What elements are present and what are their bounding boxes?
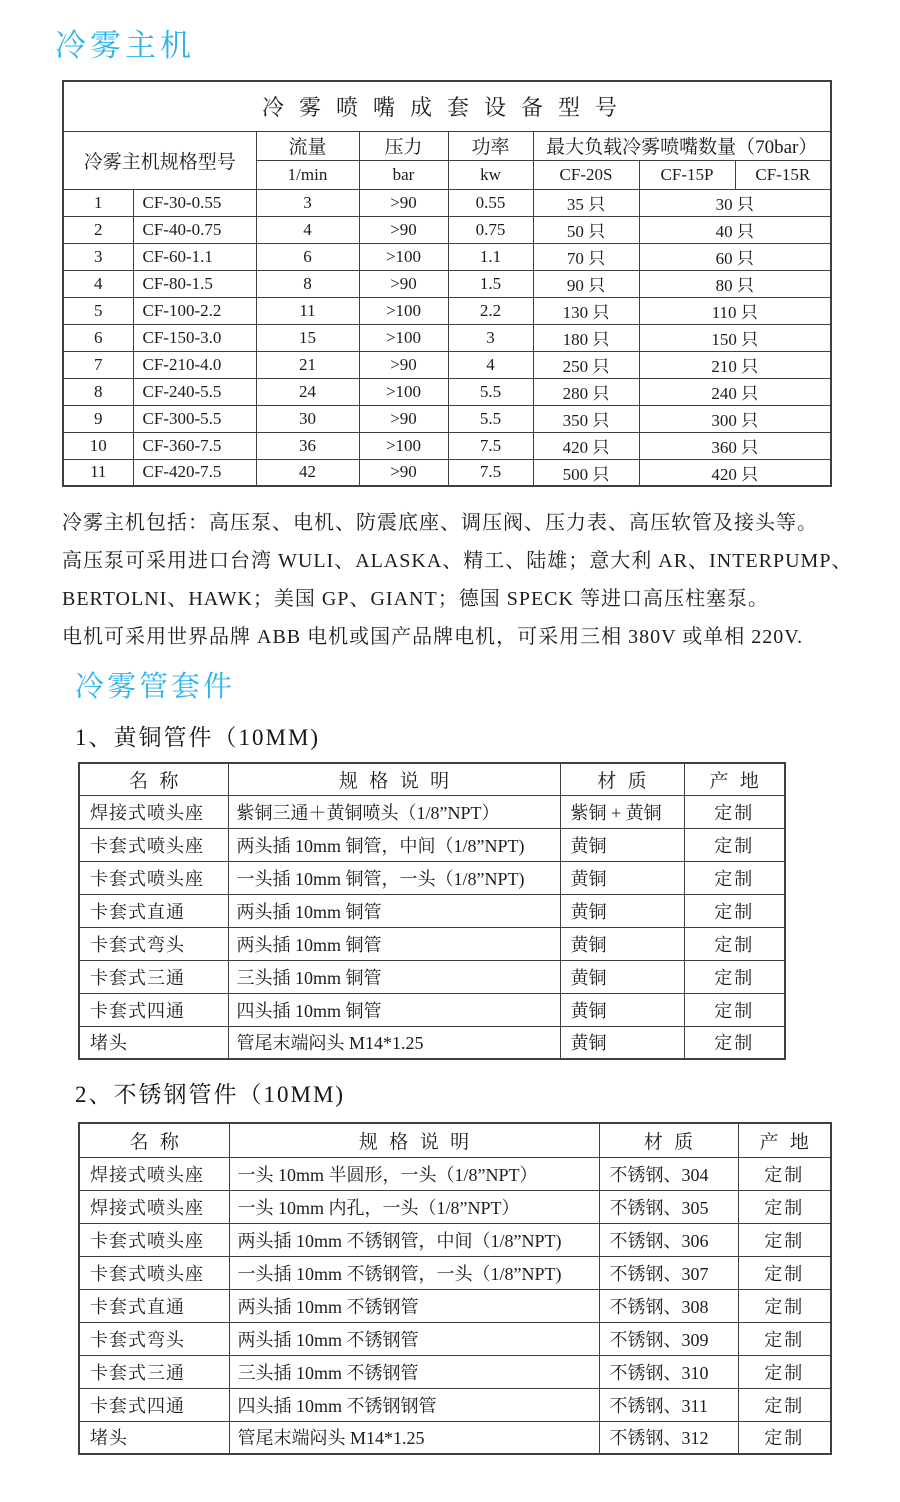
- cell-cf15-qty: 110 只: [639, 297, 831, 324]
- host-table-header-row-1: [63, 131, 831, 160]
- cell-spec-description: 两头插 10mm 铜管: [228, 927, 560, 960]
- cell-pressure: >90: [359, 189, 448, 216]
- cell-row-number: 10: [63, 432, 133, 459]
- cell-cf15-qty: 240 只: [639, 378, 831, 405]
- steel-table-row: [79, 1388, 831, 1421]
- brass-table-row: [79, 795, 785, 828]
- cell-cf20s-qty: 500 只: [533, 459, 639, 486]
- cell-part-name: 卡套式喷头座: [79, 828, 228, 861]
- col-unit-power: kw: [448, 160, 533, 189]
- cell-part-name: 堵头: [79, 1421, 229, 1454]
- cell-pressure: >90: [359, 270, 448, 297]
- cell-cf15-qty: 150 只: [639, 324, 831, 351]
- cell-origin: 定制: [684, 861, 785, 894]
- steel-table-row: [79, 1190, 831, 1223]
- cell-cf15-qty: 80 只: [639, 270, 831, 297]
- cell-row-number: 5: [63, 297, 133, 324]
- steel-table-row: [79, 1322, 831, 1355]
- cell-spec-description: 两头插 10mm 铜管，中间（1/8”NPT): [228, 828, 560, 861]
- cell-cf15-qty: 300 只: [639, 405, 831, 432]
- cell-cf15-qty: 30 只: [639, 189, 831, 216]
- cell-part-name: 卡套式三通: [79, 1355, 229, 1388]
- cell-row-number: 11: [63, 459, 133, 486]
- cell-material: 黄铜: [560, 927, 684, 960]
- cell-spec-description: 一头插 10mm 铜管，一头（1/8”NPT): [228, 861, 560, 894]
- cell-spec-description: 三头插 10mm 铜管: [228, 960, 560, 993]
- description-line: BERTOLNI、HAWK；美国 GP、GIANT；德国 SPECK 等进口高压柱塞泵。: [62, 588, 769, 610]
- cell-pressure: >100: [359, 243, 448, 270]
- cell-material: 不锈钢、309: [599, 1322, 738, 1355]
- cell-spec-description: 两头插 10mm 不锈钢管: [229, 1289, 599, 1322]
- col-header-origin: 产地: [684, 763, 785, 795]
- cell-cf15-qty: 210 只: [639, 351, 831, 378]
- cell-cf20s-qty: 35 只: [533, 189, 639, 216]
- cell-model: CF-360-7.5: [133, 432, 256, 459]
- cell-row-number: 4: [63, 270, 133, 297]
- cell-power: 3: [448, 324, 533, 351]
- cell-flow: 4: [256, 216, 359, 243]
- cell-flow: 36: [256, 432, 359, 459]
- col-header-power: 功率: [448, 131, 533, 160]
- cell-model: CF-80-1.5: [133, 270, 256, 297]
- brass-fittings-table: [78, 762, 786, 1060]
- cell-spec-description: 四头插 10mm 不锈钢钢管: [229, 1388, 599, 1421]
- cell-material: 黄铜: [560, 861, 684, 894]
- cell-material: 不锈钢、304: [599, 1157, 738, 1190]
- cell-row-number: 7: [63, 351, 133, 378]
- cell-spec-description: 一头 10mm 内孔，一头（1/8”NPT）: [229, 1190, 599, 1223]
- cell-cf20s-qty: 420 只: [533, 432, 639, 459]
- cell-origin: 定制: [738, 1223, 831, 1256]
- cell-spec-description: 两头插 10mm 不锈钢管: [229, 1322, 599, 1355]
- cell-power: 7.5: [448, 432, 533, 459]
- cell-cf15-qty: 60 只: [639, 243, 831, 270]
- cell-material: 不锈钢、310: [599, 1355, 738, 1388]
- description-line: 电机可采用世界品牌 ABB 电机或国产品牌电机，可采用三相 380V 或单相 220V.: [62, 626, 804, 648]
- cell-flow: 11: [256, 297, 359, 324]
- host-table-row: [63, 351, 831, 378]
- cell-part-name: 卡套式喷头座: [79, 861, 228, 894]
- cell-spec-description: 两头插 10mm 不锈钢管，中间（1/8”NPT): [229, 1223, 599, 1256]
- cell-part-name: 卡套式喷头座: [79, 1223, 229, 1256]
- cell-row-number: 2: [63, 216, 133, 243]
- steel-fittings-table: [78, 1122, 832, 1455]
- host-table-title: 冷雾喷嘴成套设备型号: [63, 81, 831, 131]
- cell-flow: 6: [256, 243, 359, 270]
- cell-model: CF-300-5.5: [133, 405, 256, 432]
- cell-material: 黄铜: [560, 828, 684, 861]
- col-header-max-load: 最大负载冷雾喷嘴数量（70bar）: [533, 131, 831, 160]
- host-table-row: [63, 243, 831, 270]
- cell-power: 4: [448, 351, 533, 378]
- cell-cf20s-qty: 50 只: [533, 216, 639, 243]
- col-header-spec: 冷雾主机规格型号: [63, 131, 256, 189]
- cell-pressure: >100: [359, 432, 448, 459]
- cell-cf15-qty: 420 只: [639, 459, 831, 486]
- cell-power: 0.75: [448, 216, 533, 243]
- host-table-row: [63, 324, 831, 351]
- cell-part-name: 卡套式直通: [79, 894, 228, 927]
- cell-material: 不锈钢、306: [599, 1223, 738, 1256]
- steel-table-row: [79, 1157, 831, 1190]
- cell-power: 1.1: [448, 243, 533, 270]
- cell-row-number: 1: [63, 189, 133, 216]
- cell-spec-description: 三头插 10mm 不锈钢管: [229, 1355, 599, 1388]
- cell-pressure: >100: [359, 378, 448, 405]
- cell-spec-description: 一头 10mm 半圆形，一头（1/8”NPT）: [229, 1157, 599, 1190]
- cell-cf20s-qty: 90 只: [533, 270, 639, 297]
- col-header-name: 名称: [79, 1123, 229, 1157]
- cell-flow: 42: [256, 459, 359, 486]
- cell-part-name: 卡套式三通: [79, 960, 228, 993]
- cell-flow: 8: [256, 270, 359, 297]
- cell-part-name: 卡套式喷头座: [79, 1256, 229, 1289]
- cell-flow: 21: [256, 351, 359, 378]
- cell-power: 0.55: [448, 189, 533, 216]
- brass-table-row: [79, 927, 785, 960]
- cell-material: 紫铜 + 黄铜: [560, 795, 684, 828]
- host-table-row: [63, 459, 831, 486]
- host-spec-table: [62, 80, 832, 487]
- cell-origin: 定制: [738, 1289, 831, 1322]
- brass-table-row: [79, 960, 785, 993]
- cell-spec-description: 管尾末端闷头 M14*1.25: [228, 1026, 560, 1059]
- cell-flow: 3: [256, 189, 359, 216]
- host-table-row: [63, 216, 831, 243]
- col-header-material: 材质: [599, 1123, 738, 1157]
- cell-model: CF-100-2.2: [133, 297, 256, 324]
- cell-cf15-qty: 40 只: [639, 216, 831, 243]
- cell-origin: 定制: [738, 1157, 831, 1190]
- brass-table-row: [79, 828, 785, 861]
- cell-model: CF-210-4.0: [133, 351, 256, 378]
- cell-pressure: >100: [359, 324, 448, 351]
- host-table-row: [63, 189, 831, 216]
- cell-cf20s-qty: 350 只: [533, 405, 639, 432]
- cell-origin: 定制: [684, 828, 785, 861]
- cell-model: CF-60-1.1: [133, 243, 256, 270]
- cell-origin: 定制: [684, 795, 785, 828]
- cell-cf15-qty: 360 只: [639, 432, 831, 459]
- cell-model: CF-40-0.75: [133, 216, 256, 243]
- cell-pressure: >90: [359, 459, 448, 486]
- cell-model: CF-420-7.5: [133, 459, 256, 486]
- cell-origin: 定制: [684, 960, 785, 993]
- cell-origin: 定制: [684, 1026, 785, 1059]
- cell-material: 不锈钢、307: [599, 1256, 738, 1289]
- subsection-brass: 1、黄铜管件（10MM): [75, 725, 321, 750]
- subsection-steel: 2、不锈钢管件（10MM): [75, 1082, 346, 1107]
- cell-spec-description: 四头插 10mm 铜管: [228, 993, 560, 1026]
- cell-part-name: 卡套式直通: [79, 1289, 229, 1322]
- col-unit-flow: 1/min: [256, 160, 359, 189]
- cell-spec-description: 两头插 10mm 铜管: [228, 894, 560, 927]
- host-description: [62, 504, 872, 656]
- cell-spec-description: 紫铜三通＋黄铜喷头（1/8”NPT）: [228, 795, 560, 828]
- col-header-spec-desc: 规格说明: [228, 763, 560, 795]
- cell-origin: 定制: [684, 993, 785, 1026]
- cell-part-name: 卡套式弯头: [79, 1322, 229, 1355]
- cell-part-name: 卡套式弯头: [79, 927, 228, 960]
- description-line: 冷雾主机包括：高压泵、电机、防震底座、调压阀、压力表、高压软管及接头等。: [62, 512, 818, 534]
- cell-model: CF-240-5.5: [133, 378, 256, 405]
- description-line: 高压泵可采用进口台湾 WULI、ALASKA、精工、陆雄；意大利 AR、INTERPUMP、: [62, 550, 853, 572]
- brass-table-header-row: [79, 763, 785, 795]
- cell-row-number: 9: [63, 405, 133, 432]
- cell-part-name: 卡套式四通: [79, 1388, 229, 1421]
- cell-material: 黄铜: [560, 894, 684, 927]
- steel-table-row: [79, 1355, 831, 1388]
- steel-table-row: [79, 1289, 831, 1322]
- cell-row-number: 8: [63, 378, 133, 405]
- col-header-name: 名称: [79, 763, 228, 795]
- cell-power: 5.5: [448, 405, 533, 432]
- section-heading-pipes: 冷雾管套件: [75, 671, 236, 703]
- host-table-row: [63, 405, 831, 432]
- col-header-material: 材质: [560, 763, 684, 795]
- cell-material: 黄铜: [560, 960, 684, 993]
- cell-spec-description: 一头插 10mm 不锈钢管，一头（1/8”NPT): [229, 1256, 599, 1289]
- cell-cf20s-qty: 70 只: [533, 243, 639, 270]
- cell-pressure: >90: [359, 405, 448, 432]
- cell-material: 不锈钢、305: [599, 1190, 738, 1223]
- host-table-row: [63, 297, 831, 324]
- cell-origin: 定制: [738, 1256, 831, 1289]
- cell-part-name: 卡套式四通: [79, 993, 228, 1026]
- col-header-origin: 产地: [738, 1123, 831, 1157]
- col-header-cf20s: CF-20S: [533, 160, 639, 189]
- cell-power: 7.5: [448, 459, 533, 486]
- cell-origin: 定制: [738, 1322, 831, 1355]
- cell-model: CF-30-0.55: [133, 189, 256, 216]
- col-header-cf15r: CF-15R: [735, 160, 831, 189]
- host-table-row: [63, 432, 831, 459]
- cell-cf20s-qty: 130 只: [533, 297, 639, 324]
- cell-material: 不锈钢、308: [599, 1289, 738, 1322]
- steel-table-row: [79, 1256, 831, 1289]
- cell-part-name: 堵头: [79, 1026, 228, 1059]
- steel-table-header-row: [79, 1123, 831, 1157]
- cell-row-number: 6: [63, 324, 133, 351]
- cell-flow: 15: [256, 324, 359, 351]
- brass-table-row: [79, 894, 785, 927]
- cell-part-name: 焊接式喷头座: [79, 1190, 229, 1223]
- cell-power: 2.2: [448, 297, 533, 324]
- section-heading-host: 冷雾主机: [55, 28, 195, 63]
- cell-material: 黄铜: [560, 993, 684, 1026]
- cell-origin: 定制: [738, 1190, 831, 1223]
- cell-power: 1.5: [448, 270, 533, 297]
- steel-table-row: [79, 1223, 831, 1256]
- cell-pressure: >90: [359, 351, 448, 378]
- col-header-flow: 流量: [256, 131, 359, 160]
- cell-pressure: >100: [359, 297, 448, 324]
- col-unit-pressure: bar: [359, 160, 448, 189]
- cell-origin: 定制: [684, 927, 785, 960]
- cell-part-name: 焊接式喷头座: [79, 795, 228, 828]
- cell-flow: 24: [256, 378, 359, 405]
- cell-power: 5.5: [448, 378, 533, 405]
- cell-material: 不锈钢、312: [599, 1421, 738, 1454]
- host-table-row: [63, 378, 831, 405]
- host-table-row: [63, 270, 831, 297]
- cell-origin: 定制: [738, 1355, 831, 1388]
- col-header-pressure: 压力: [359, 131, 448, 160]
- cell-model: CF-150-3.0: [133, 324, 256, 351]
- brass-table-row: [79, 861, 785, 894]
- col-header-spec-desc: 规格说明: [229, 1123, 599, 1157]
- host-table-title-row: [63, 81, 831, 131]
- cell-part-name: 焊接式喷头座: [79, 1157, 229, 1190]
- cell-row-number: 3: [63, 243, 133, 270]
- cell-cf20s-qty: 250 只: [533, 351, 639, 378]
- cell-spec-description: 管尾末端闷头 M14*1.25: [229, 1421, 599, 1454]
- cell-cf20s-qty: 180 只: [533, 324, 639, 351]
- cell-origin: 定制: [738, 1388, 831, 1421]
- cell-material: 黄铜: [560, 1026, 684, 1059]
- steel-table-row: [79, 1421, 831, 1454]
- cell-material: 不锈钢、311: [599, 1388, 738, 1421]
- cell-origin: 定制: [738, 1421, 831, 1454]
- cell-flow: 30: [256, 405, 359, 432]
- brass-table-row: [79, 993, 785, 1026]
- cell-origin: 定制: [684, 894, 785, 927]
- cell-pressure: >90: [359, 216, 448, 243]
- col-header-cf15p: CF-15P: [639, 160, 735, 189]
- cell-cf20s-qty: 280 只: [533, 378, 639, 405]
- brass-table-row: [79, 1026, 785, 1059]
